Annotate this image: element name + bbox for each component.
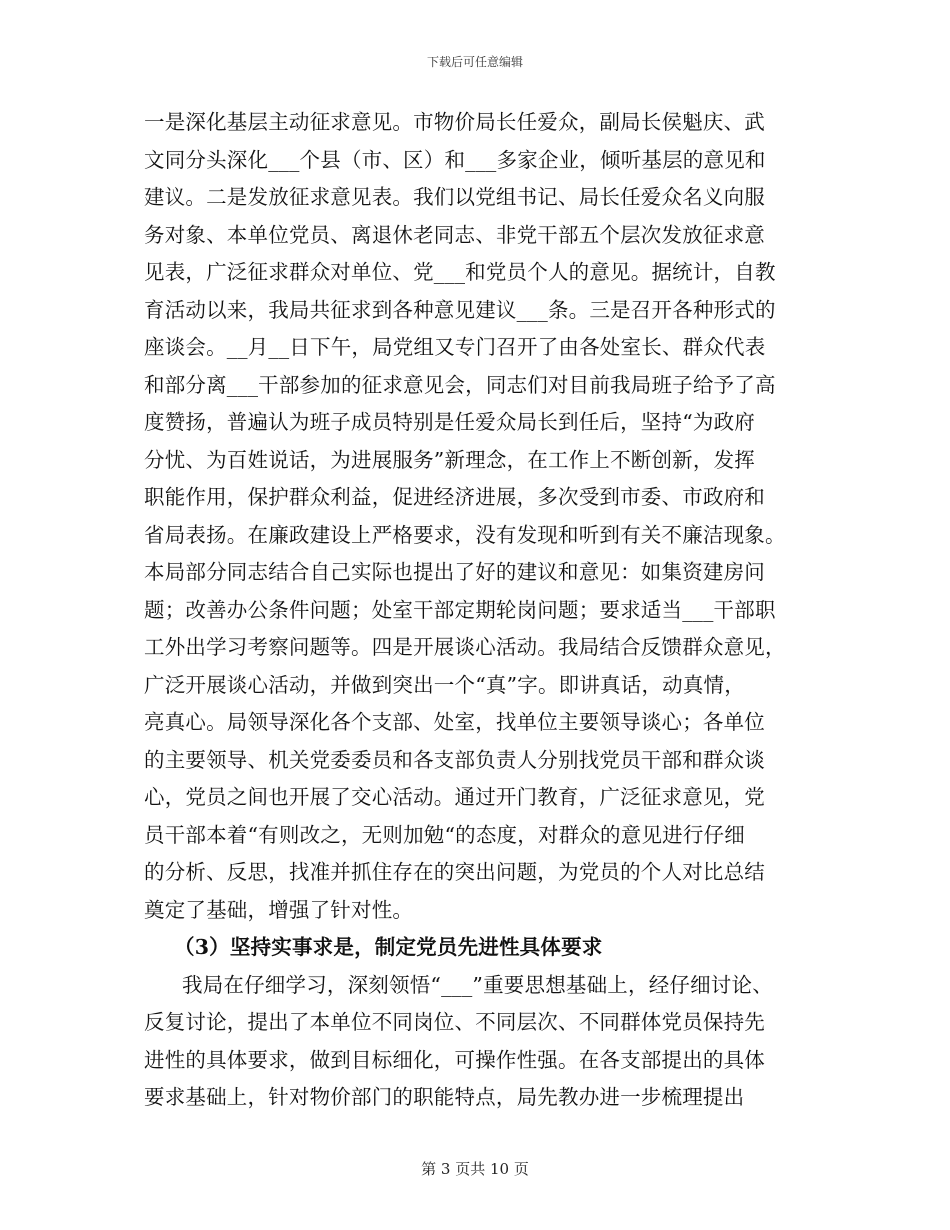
document-body	[144, 104, 834, 1117]
text-line: 题；改善办公条件问题；处室干部定期轮岗问题；要求适当___干部职	[144, 597, 776, 622]
text-line: 反复讨论，提出了本单位不同岗位、不同层次、不同群体党员保持先	[144, 1010, 765, 1034]
page-header: 下载后可任意编辑	[426, 55, 523, 69]
text-line: 育活动以来，我局共征求到各种意见建议___条。三是召开各种形式的	[144, 297, 776, 322]
text-line: 奠定了基础，增强了针对性。	[144, 897, 414, 922]
text-line: 亮真心。局领导深化各个支部、处室，找单位主要领导谈心；各单位	[144, 710, 765, 734]
text-line: 本局部分同志结合自己实际也提出了好的建议和意见：如集资建房问	[144, 560, 765, 584]
text-line: 见表，广泛征求群众对单位、党___和党员个人的意见。据统计，自教	[144, 260, 776, 284]
text-line: 心，党员之间也开展了交心活动。通过开门教育，广泛征求意见，党	[144, 785, 765, 809]
section-heading: （3）坚持实事求是，制定党员先进性具体要求	[174, 935, 603, 959]
text-line: 职能作用，保护群众利益，促进经济进展，多次受到市委、市政府和	[144, 485, 765, 509]
text-line: 我局在仔细学习，深刻领悟“___”重要思想基础上，经仔细讨论、	[182, 972, 773, 997]
text-line: 省局表扬。在廉政建设上严格要求，没有发现和听到有关不廉洁现象。	[144, 522, 786, 547]
text-line: 和部分离___干部参加的征求意见会，同志们对目前我局班子给予了高	[144, 372, 776, 397]
text-line: 文同分头深化___个县（市、区）和___多家企业，倾听基层的意见和	[144, 147, 766, 172]
text-line: 务对象、本单位党员、离退休老同志、非党干部五个层次发放征求意	[144, 222, 765, 247]
text-line: 建议。二是发放征求意见表。我们以党组书记、局长任爱众名义向服	[144, 185, 765, 209]
text-line: 分忧、为百姓说话，为进展服务”新理念，在工作上不断创新，发挥	[144, 447, 755, 472]
text-line: 员干部本着“有则改之，无则加勉“的态度，对群众的意见进行仔细	[144, 822, 745, 847]
text-line: 广泛开展谈心活动，并做到突出一个“真”字。即讲真话，动真情，	[144, 672, 745, 697]
text-line: 要求基础上，针对物价部门的职能特点，局先教办进一步梳理提出	[144, 1085, 745, 1109]
text-line: 座谈会。__月__日下午，局党组又专门召开了由各处室长、群众代表	[144, 335, 766, 359]
text-line: 进性的具体要求，做到目标细化，可操作性强。在各支部提出的具体	[144, 1047, 765, 1072]
text-line: 的分析、反思，找准并抓住存在的突出问题，为党员的个人对比总结	[144, 860, 765, 884]
page-number-footer: 第 3 页共 10 页	[421, 1160, 529, 1178]
text-line: 一是深化基层主动征求意见。市物价局长任爱众，副局长侯魁庆、武	[144, 110, 765, 134]
text-line: 的主要领导、机关党委委员和各支部负责人分别找党员干部和群众谈	[144, 747, 765, 772]
text-line: 度赞扬，普遍认为班子成员特别是任爱众局长到任后，坚持“为政府	[144, 410, 755, 434]
text-line: 工外出学习考察问题等。四是开展谈心活动。我局结合反馈群众意见，	[144, 635, 786, 659]
